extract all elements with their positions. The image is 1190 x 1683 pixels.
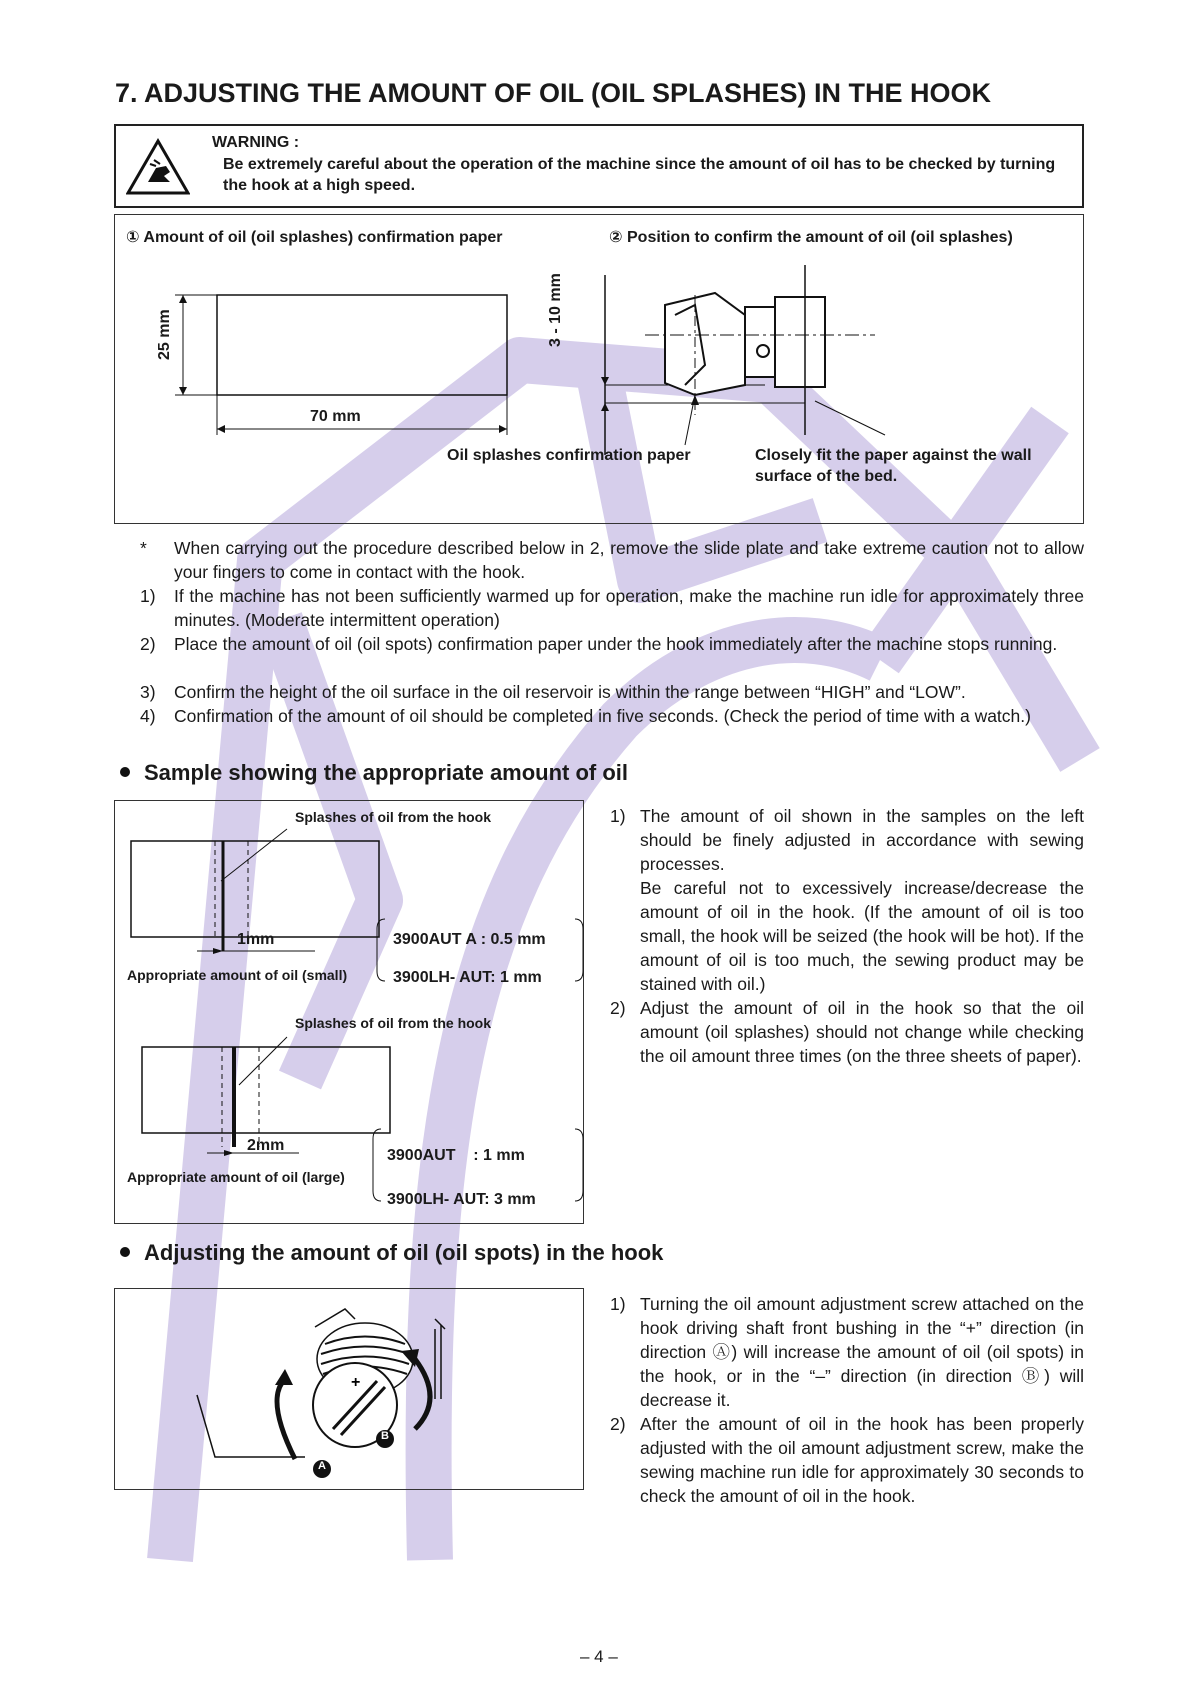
note-marker: 2) xyxy=(610,1414,626,1434)
caption-confirm-position: ② Position to confirm the amount of oil (oil splashes) xyxy=(609,229,1013,246)
figure-adjustment-screw xyxy=(114,1288,584,1490)
figure-oil-paper xyxy=(114,214,1084,524)
instruction-item: If the machine has not been sufficiently warmed up for operation, make the machine run idle for approximately three minutes. (Moderate intermittent operation) xyxy=(174,586,1084,630)
page-title: 7. ADJUSTING THE AMOUNT OF OIL (OIL SPLASHES) IN THE HOOK xyxy=(115,78,992,108)
instruction-item: Confirmation of the amount of oil should be completed in five seconds. (Check the period of time with a watch.) xyxy=(174,706,1031,726)
figure-oil-samples xyxy=(114,800,584,1224)
note-item: After the amount of oil in the hook has been properly adjusted with the oil amount adjustment screw, make the sewing machine run idle for approximately 30 seconds to check the amount of oil in the hook. xyxy=(640,1414,1084,1506)
label-appropriate-large: Appropriate amount of oil (large) xyxy=(127,1169,345,1185)
note-marker: 2) xyxy=(610,998,626,1018)
label-oil-splashes-paper: Oil splashes confirmation paper xyxy=(447,447,691,464)
label-appropriate-small: Appropriate amount of oil (small) xyxy=(127,967,348,983)
note-item: Be careful not to excessively increase/decrease the amount of oil in the hook. (If the amount of oil is too small, the hook will be seized (the hook will be hot). If the amount of oil is too much, the sewing product may be stained with oil.) xyxy=(640,878,1084,994)
note-marker: 1) xyxy=(610,1294,626,1314)
spec-3900lh-aut-large: 3900LH- AUT: 3 mm xyxy=(387,1191,536,1208)
instruction-marker: 1) xyxy=(140,586,156,606)
dim-width-70mm: 70 mm xyxy=(310,408,361,425)
instruction-marker: * xyxy=(140,538,147,558)
label-fit-paper: Closely fit the paper against the wall surface of the bed. xyxy=(755,447,1032,485)
warning-hand-icon xyxy=(126,138,190,196)
svg-text:+: + xyxy=(351,1374,361,1391)
section-heading-sample: Sample showing the appropriate amount of oil xyxy=(120,760,628,786)
instruction-marker: 2) xyxy=(140,634,156,654)
hook-position-diagram xyxy=(545,255,995,455)
section-heading-adjust: Adjusting the amount of oil (oil spots) in the hook xyxy=(120,1240,663,1266)
note-item: Turning the oil amount adjustment screw attached on the hook driving shaft front bushing in the “+” direction (in direction Ⓐ) will increase the amount of oil (oil spots) in the hook, or in the “–” direction (in direction Ⓑ) will decrease it. xyxy=(640,1294,1084,1410)
spec-3900aut-large: 3900AUT : 1 mm xyxy=(387,1147,525,1164)
instruction-item: When carrying out the procedure described below in 2, remove the slide plate and take extreme caution not to allow your fingers to come in contact with the hook. xyxy=(174,538,1084,582)
instruction-marker: 4) xyxy=(140,706,156,726)
marker-a: A xyxy=(318,1460,326,1472)
instruction-marker: 3) xyxy=(140,682,156,702)
dim-gap-3-10mm: 3 - 10 mm xyxy=(547,273,564,347)
label-1mm: 1mm xyxy=(237,931,275,948)
bullet-icon xyxy=(120,767,130,777)
page-number: – 4 – xyxy=(580,1647,618,1666)
note-item: The amount of oil shown in the samples on the left should be finely adjusted in accordance with sewing processes. xyxy=(640,806,1084,874)
spec-3900aut-a: 3900AUT A : 0.5 mm xyxy=(393,931,546,948)
adjustment-screw-diagram xyxy=(115,1289,585,1491)
label-2mm: 2mm xyxy=(247,1137,285,1154)
note-item: Adjust the amount of oil in the hook so that the oil amount (oil splashes) should not change while checking the oil amount three times (on the three sheets of paper). xyxy=(640,998,1084,1066)
note-marker: 1) xyxy=(610,806,626,826)
warning-box xyxy=(114,124,1084,208)
warning-label: WARNING : xyxy=(212,134,300,151)
caption-confirmation-paper: ① Amount of oil (oil splashes) confirmation paper xyxy=(126,229,503,246)
label-splashes-large: Splashes of oil from the hook xyxy=(295,1015,492,1031)
bullet-icon xyxy=(120,1247,130,1257)
spec-3900lh-aut-small: 3900LH- AUT: 1 mm xyxy=(393,969,542,986)
instruction-item: Confirm the height of the oil surface in the oil reservoir is within the range between “HIGH” and “LOW”. xyxy=(174,682,966,702)
warning-text: Be extremely careful about the operation of the machine since the amount of oil has to be checked by turning the hook at a high speed. xyxy=(223,156,1056,194)
marker-b: B xyxy=(381,1430,389,1442)
dim-height-25mm: 25 mm xyxy=(156,309,173,360)
instruction-item: Place the amount of oil (oil spots) confirmation paper under the hook immediately after the machine stops running. xyxy=(174,634,1058,654)
label-splashes-small: Splashes of oil from the hook xyxy=(295,809,492,825)
